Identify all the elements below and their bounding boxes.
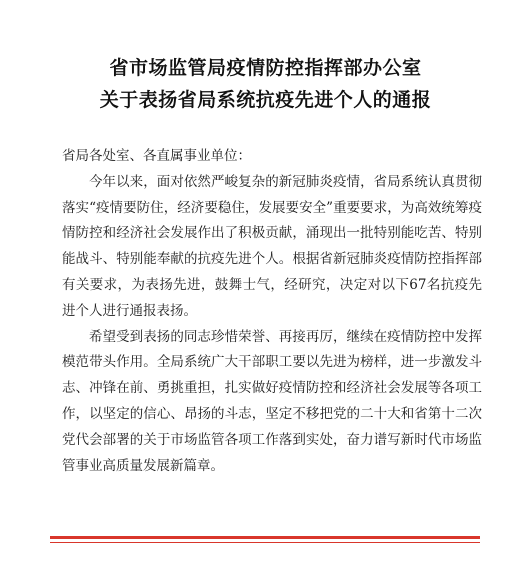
title-line-1: 省市场监管局疫情防控指挥部办公室 xyxy=(109,57,422,79)
red-divider-thin xyxy=(50,542,480,543)
title-line-2: 关于表扬省局系统抗疫先进个人的通报 xyxy=(99,89,432,111)
red-divider-thick xyxy=(50,536,480,539)
paragraph-2: 希望受到表扬的同志珍惜荣誉、再接再厉，继续在疫情防控中发挥模范带头作用。全局系统广大干部职工要以先进为榜样，进一步激发斗志、冲锋在前、勇挑重担，扎实做好疫情防控和经济社会发展等各项工作，以坚定的信心、昂扬的斗志，坚定不移把党的二十大和省第十二次党代会部署的关于市场监管各项工作落到实处，奋力谱写新时代市场监管事业高质量发展新篇章。 xyxy=(62,328,482,474)
document-title xyxy=(0,52,531,116)
salutation: 省局各处室、各直属事业单位： xyxy=(62,148,251,164)
paragraph-1: 今年以来，面对依然严峻复杂的新冠肺炎疫情，省局系统认真贯彻落实“疫情要防住，经济要稳住，发展要安全”重要要求，为高效统筹疫情防控和经济社会发展作出了积极贡献，涌现出一批特别能吃苦、特别能战斗、特别能奉献的抗疫先进个人。根据省新冠肺炎疫情防控指挥部有关要求，为表扬先进，鼓舞士气，经研究，决定对以下67名抗疫先进个人进行通报表扬。 xyxy=(62,173,482,319)
document-body xyxy=(62,144,482,479)
